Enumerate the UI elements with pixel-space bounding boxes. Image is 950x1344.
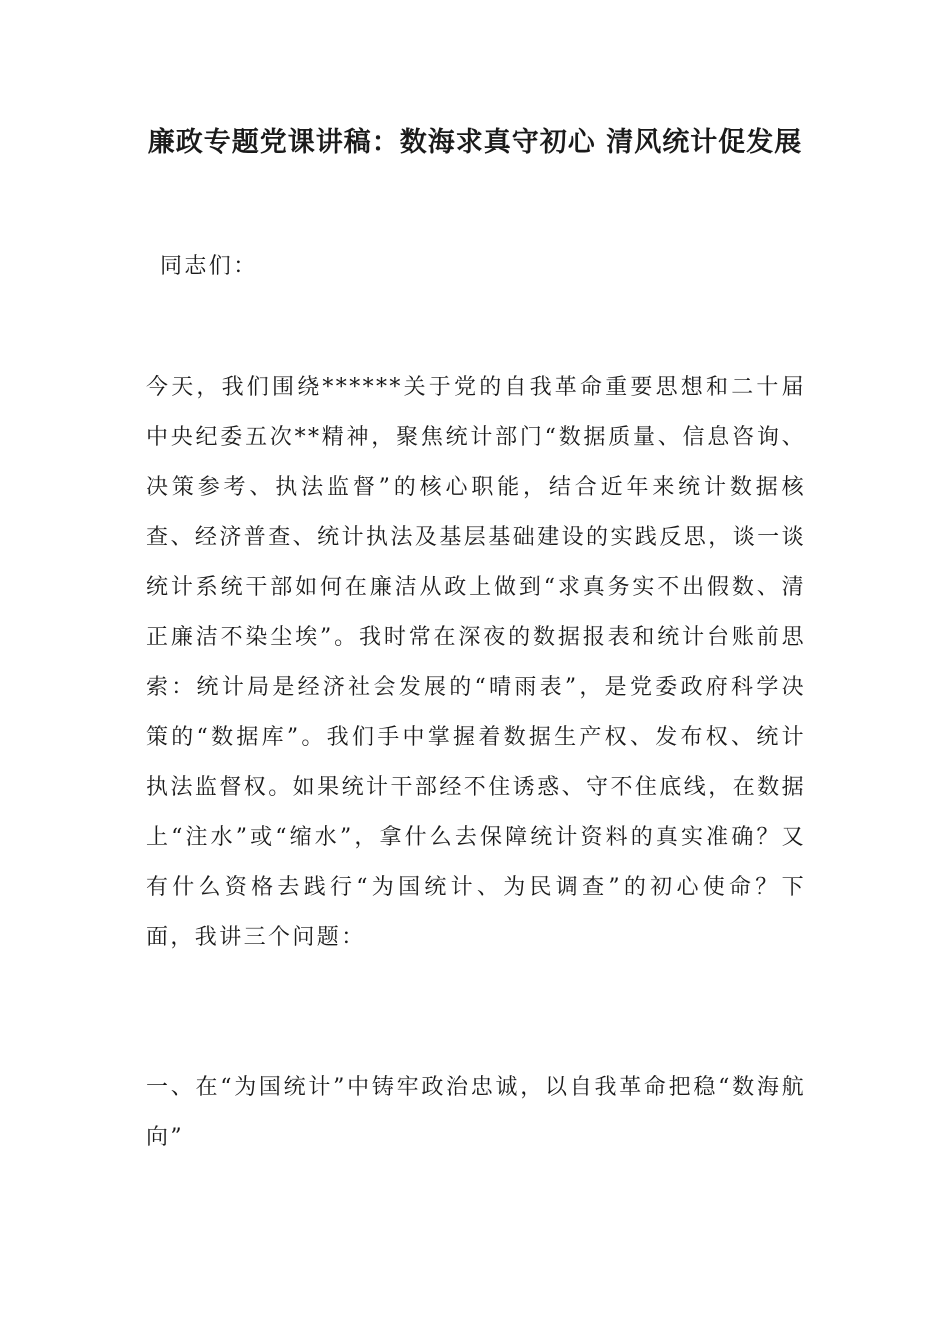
section-heading: 一、在“为国统计”中铸牢政治忠诚，以自我革命把稳“数海航向” [146, 1075, 806, 1150]
body-paragraph: 今天，我们围绕******关于党的自我革命重要思想和二十届中央纪委五次**精神，聚焦统计部门“数据质量、信息咨询、决策参考、执法监督”的核心职能，结合近年来统计数据核查、经济普查、统计执法及基层基础建设的实践反思，谈一谈统计系统干部如何在廉洁从政上做到“求真务实不出假数、清正廉洁不染尘埃”。我时常在深夜的数据报表和统计台账前思索：统计局是经济社会发展的“晴雨表”，是党委政府科学决策的“数据库”。我们手中掌握着数据生产权、发布权、统计执法监督权。如果统计干部经不住诱惑、守不住底线，在数据上“注水”或“缩水”，拿什么去保障统计资料的真实准确？又有什么资格去践行“为国统计、为民调查”的初心使命？下面，我讲三个问题： [146, 375, 806, 950]
greeting: 同志们： [160, 254, 258, 279]
document-title: 廉政专题党课讲稿：数海求真守初心 清风统计促发展 [147, 127, 803, 158]
